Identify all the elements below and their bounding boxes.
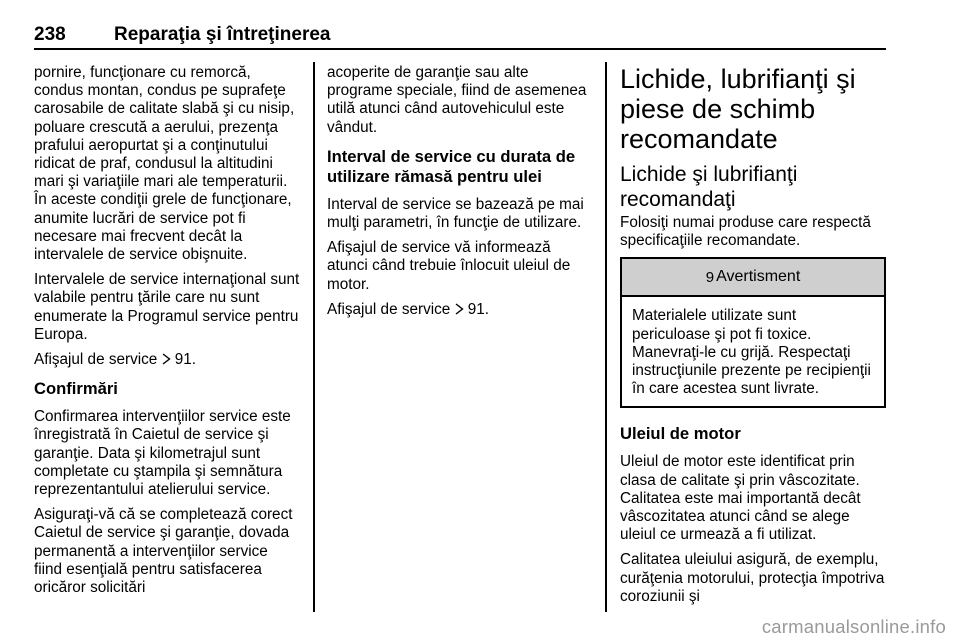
warning-icon: 9 <box>705 268 715 286</box>
col1-service-display-ref <box>34 351 300 369</box>
col2-paragraph-2: Interval de service se bazează pe mai mulţi parametri, în funcţie de utilizare. <box>327 195 584 232</box>
page-link[interactable]: 91. <box>467 300 490 318</box>
section-title: Lichide, lubrifianţi şi piese de schimb recomandate <box>620 64 856 154</box>
col1-paragraph-4: Confirmarea intervenţiilor service este înregistrată în Caietul de service şi garanţie. Data şi kilometrajul sunt completate cu ştampila şi semnătura reprezentantului atelierului service. <box>34 408 291 499</box>
arrow-ref-icon <box>455 301 464 318</box>
col1-paragraph-1: pornire, funcţionare cu remorcă, condus montan, condus pe suprafeţe carosabile de calitate slabă şi cu nisip, poluare crescută a aerului, prezenţa prafului aeropurtat şi a conţinutului ridicat de praf, condusul la altitudini mari şi variaţiile mari ale temperaturii. În aceste condiţii grele de funcţionare, anumite lucrări de service pot fi necesare mai frecvent decât la intervalele de service obişnuite. <box>34 64 295 264</box>
heading-engine-oil: Uleiul de motor <box>620 424 741 444</box>
column-1 <box>34 64 300 604</box>
subsection-title: Lichide şi lubrifianţi recomandaţi <box>620 163 798 211</box>
page-link[interactable]: 91. <box>174 351 197 369</box>
warning-header <box>622 259 884 297</box>
page-title: Reparaţia şi întreţinerea <box>114 24 331 45</box>
ref-text: Afişajul de service <box>327 300 455 318</box>
col3-paragraph-1: Folosiţi numai produse care respectă specificaţiile recomandate. <box>620 214 871 250</box>
column-2 <box>327 64 595 326</box>
col1-paragraph-2: Intervalele de service internaţional sunt valabile pentru ţările care nu sunt enumerate la Programul service pentru Europa. <box>34 271 300 343</box>
page-number: 238 <box>34 24 66 45</box>
col3-paragraph-2: Uleiul de motor este identificat prin clasa de calitate şi prin vâscozitate. Calitatea este mai importantă decât vâscozitatea atunci când se alege uleiul ce urmează a fi utilizat. <box>620 453 861 544</box>
watermark: carmanualsonline.info <box>761 616 946 637</box>
heading-service-interval: Interval de service cu durata de utilizare rămasă pentru ulei <box>327 146 576 186</box>
col1-paragraph-5: Asiguraţi-vă că se completează corect Caietul de service şi garanţie, dovada permanentă a intervenţiilor service fiind esenţială pentru satisfacerea oricăror solicitări <box>34 506 293 597</box>
heading-confirmations: Confirmări <box>34 379 118 399</box>
col2-paragraph-3: Afişajul de service vă informează atunci când trebuie înlocuit uleiul de motor. <box>327 239 571 293</box>
ref-text: Afişajul de service <box>34 351 162 369</box>
warning-body: Materialele utilizate sunt periculoase şi pot fi toxice. Manevraţi-le cu grijă. Respectaţi instrucţiunile prezente pe recipienţii în care acestea sunt livrate. <box>632 307 871 398</box>
col2-paragraph-1: acoperite de garanţie sau alte programe speciale, fiind de asemenea utilă atunci când autovehiculul este vândut. <box>327 64 587 136</box>
warning-title: Avertisment <box>716 268 801 286</box>
header-rule <box>34 48 886 50</box>
column-3 <box>620 64 886 613</box>
arrow-ref-icon <box>162 351 171 368</box>
col2-service-display-ref <box>327 301 595 319</box>
column-divider-2 <box>605 62 607 612</box>
warning-box <box>620 257 886 408</box>
column-divider-1 <box>313 62 315 612</box>
col3-paragraph-3: Calitatea uleiului asigură, de exemplu, curăţenia motorului, protecţia împotriva coroziunii şi <box>620 551 885 605</box>
